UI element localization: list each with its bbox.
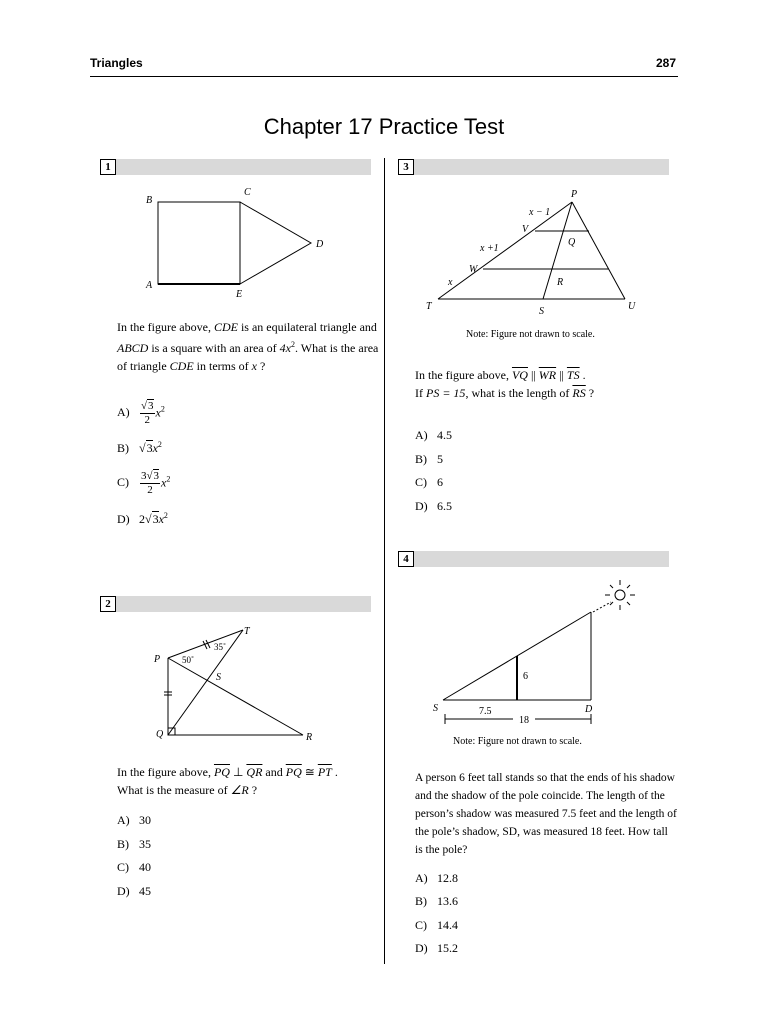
column-divider <box>384 158 385 964</box>
q2-label-p: P <box>154 654 161 665</box>
q1-label-b: B <box>146 195 153 206</box>
q1-option-c[interactable]: C) $\frac{3√3}{2}$ $x^2$ <box>117 470 171 496</box>
sun-icon <box>605 580 635 610</box>
q2-option-c[interactable]: C) 40 <box>117 860 151 874</box>
q2-angle-p: 50˚ <box>182 655 194 665</box>
q3-label-x-minus-1: x − 1 <box>529 207 551 218</box>
q3-label-x-plus-1: x +1 <box>480 243 499 254</box>
q3-label-u: U <box>628 301 636 312</box>
q1-question-text: In the figure above, CDE is an equilateral triangle and ABCD is a square with an area of $4x^2$. What is the area of triangle CDE in terms of x ? <box>117 320 379 373</box>
q3-label-t: T <box>426 301 432 312</box>
q1-triangle <box>240 202 311 284</box>
running-header-section: Triangles <box>90 56 143 70</box>
q4-option-b[interactable]: B) 13.6 <box>415 894 458 908</box>
q2-label-r: R <box>306 732 313 743</box>
q3-label-x: x <box>448 277 453 288</box>
q2-figure <box>148 620 328 750</box>
q1-label-c: C <box>244 187 251 198</box>
q4-option-a[interactable]: A) 12.8 <box>415 871 458 885</box>
q2-angle-t: 35˚ <box>214 642 226 652</box>
question-3-number: 3 <box>398 159 414 175</box>
q3-label-s: S <box>539 306 544 317</box>
q3-option-a[interactable]: A) 4.5 <box>415 428 452 442</box>
page-number: 287 <box>655 56 676 70</box>
q3-label-r: R <box>557 277 564 288</box>
q1-label-d: D <box>316 239 324 250</box>
q1-option-b[interactable]: B) $√3x^2$ <box>117 440 162 455</box>
q2-label-q: Q <box>156 729 164 740</box>
q2-label-t: T <box>244 626 250 637</box>
q2-option-d[interactable]: D) 45 <box>117 884 151 898</box>
question-1-number: 1 <box>100 159 116 175</box>
q1-option-d[interactable]: D) $2√3x^2$ <box>117 511 168 526</box>
q1-label-a: A <box>146 280 153 291</box>
page-title: Chapter 17 Practice Test <box>263 114 505 139</box>
q4-figure-note: Note: Figure not drawn to scale. <box>453 736 582 747</box>
q3-label-w: W <box>469 264 478 275</box>
q2-question-text: In the figure above, $\overline{PQ}$ ⊥ $\overline{QR}$ and $\overline{PQ}$ ≅ $\overline{PT}$ . What is the measure of ∠R ? <box>117 765 338 797</box>
question-4-number: 4 <box>398 551 414 567</box>
q3-option-d[interactable]: D) 6.5 <box>415 499 452 513</box>
q2-label-s: S <box>216 672 221 683</box>
q4-label-d: D <box>585 704 593 715</box>
q3-option-c[interactable]: C) 6 <box>415 475 443 489</box>
q4-figure <box>425 575 645 730</box>
question-4-header-bar <box>398 551 669 567</box>
question-3-header-bar <box>398 159 669 175</box>
q3-label-p: P <box>571 189 578 200</box>
q1-figure <box>130 180 340 305</box>
q4-height-label: 6 <box>523 671 528 682</box>
question-1-header-bar <box>100 159 371 175</box>
q3-label-v: V <box>522 224 529 235</box>
q4-option-c[interactable]: C) 14.4 <box>415 918 458 932</box>
header-rule <box>90 76 678 77</box>
q3-label-q: Q <box>568 237 576 248</box>
q3-option-b[interactable]: B) 5 <box>415 452 443 466</box>
q3-figure-note: Note: Figure not drawn to scale. <box>466 329 595 340</box>
q3-figure <box>420 185 650 320</box>
q1-square <box>158 202 240 284</box>
q4-label-s: S <box>433 703 438 714</box>
q4-shadow-label: 7.5 <box>479 706 492 717</box>
q4-question-text: A person 6 feet tall stands so that the ends of his shadow and the shadow of the pole coincide. The length of the person’s shadow was measured 7.5 feet and the length of the pole’s shadow, SD, was measured 18 feet. How tall is the pole? <box>415 772 677 856</box>
q1-option-a[interactable]: A) $\frac{√3}{2}$ $x^2$ <box>117 400 165 426</box>
q3-question-text: In the figure above, $\overline{VQ}$ || $\overline{WR}$ || $\overline{TS}$ . If PS = 15, what is the length of $\overline{RS}$ ? <box>415 368 595 400</box>
q1-label-e: E <box>236 289 243 300</box>
question-2-header-bar <box>100 596 371 612</box>
q2-option-b[interactable]: B) 35 <box>117 837 151 851</box>
q2-option-a[interactable]: A) 30 <box>117 813 151 827</box>
q4-option-d[interactable]: D) 15.2 <box>415 941 458 955</box>
question-2-number: 2 <box>100 596 116 612</box>
q4-total-label: 18 <box>519 715 529 726</box>
